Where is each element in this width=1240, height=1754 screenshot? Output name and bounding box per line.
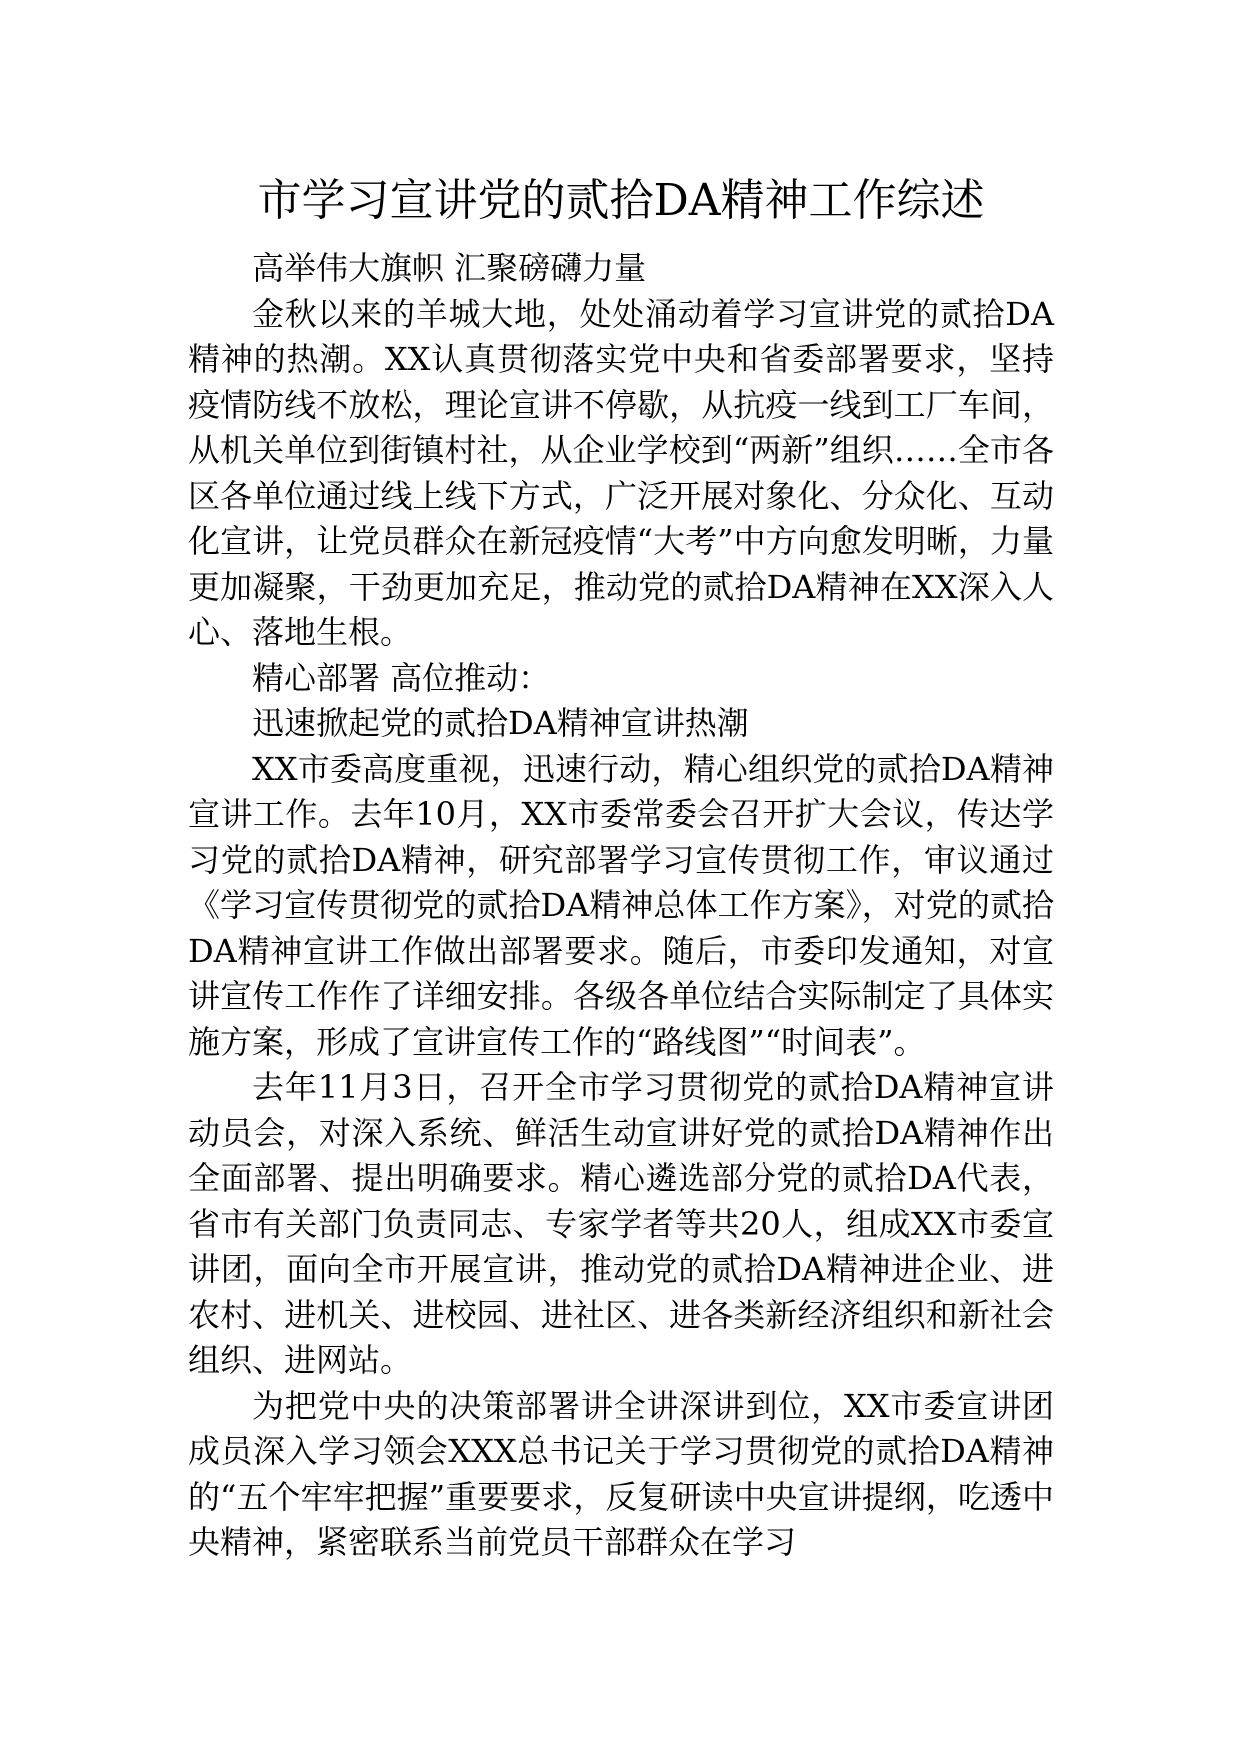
section-heading: 迅速掀起党的贰拾DA精神宣讲热潮	[252, 704, 749, 742]
body-paragraph: 金秋以来的羊城大地，处处涌动着学习宣讲党的贰拾DA精神的热潮。XX认真贯彻落实党中央和省委部署要求，坚持疫情防线不放松，理论宣讲不停歇，从抗疫一线到工厂车间，从机关单位到街镇村社，从企业学校到“两新”组织……全市各区各单位通过线上线下方式，广泛开展对象化、分众化、互动化宣讲，让党员群众在新冠疫情“大考”中方向愈发明晰，力量更加凝聚，干劲更加充足，推动党的贰拾DA精神在XX深入人心、落地生根。	[188, 294, 1054, 651]
section-heading: 精心部署 高位推动：	[252, 658, 551, 697]
document-title: 市学习宣讲党的贰拾DA精神工作综述	[257, 175, 985, 226]
body-paragraph: 去年11月3日，召开全市学习贯彻党的贰拾DA精神宣讲动员会，对深入系统、鲜活生动宣讲好党的贰拾DA精神作出全面部署、提出明确要求。精心遴选部分党的贰拾DA代表，省市有关部门负责同志、专家学者等共20人，组成XX市委宣讲团，面向全市开展宣讲，推动党的贰拾DA精神进企业、进农村、进机关、进校园、进社区、进各类新经济组织和新社会组织、进网站。	[188, 1068, 1054, 1379]
document-page	[188, 170, 1054, 1566]
body-paragraph: 为把党中央的决策部署讲全讲深讲到位，XX市委宣讲团成员深入学习领会XXX总书记关于学习贯彻党的贰拾DA精神的“五个牢牢把握”重要要求，反复研读中央宣讲提纲，吃透中央精神，紧密联系当前党员干部群众在学习	[188, 1386, 1054, 1561]
body-paragraph: XX市委高度重视，迅速行动，精心组织党的贰拾DA精神宣讲工作。去年10月，XX市委常委会召开扩大会议，传达学习党的贰拾DA精神，研究部署学习宣传贯彻工作，审议通过《学习宣传贯彻党的贰拾DA精神总体工作方案》，对党的贰拾DA精神宣讲工作做出部署要求。随后，市委印发通知，对宣讲宣传工作作了详细安排。各级各单位结合实际制定了具体实施方案，形成了宣讲宣传工作的“路线图”“时间表”。	[188, 749, 1054, 1061]
subtitle-paragraph: 高举伟大旗帜 汇聚磅礴力量	[252, 249, 647, 287]
